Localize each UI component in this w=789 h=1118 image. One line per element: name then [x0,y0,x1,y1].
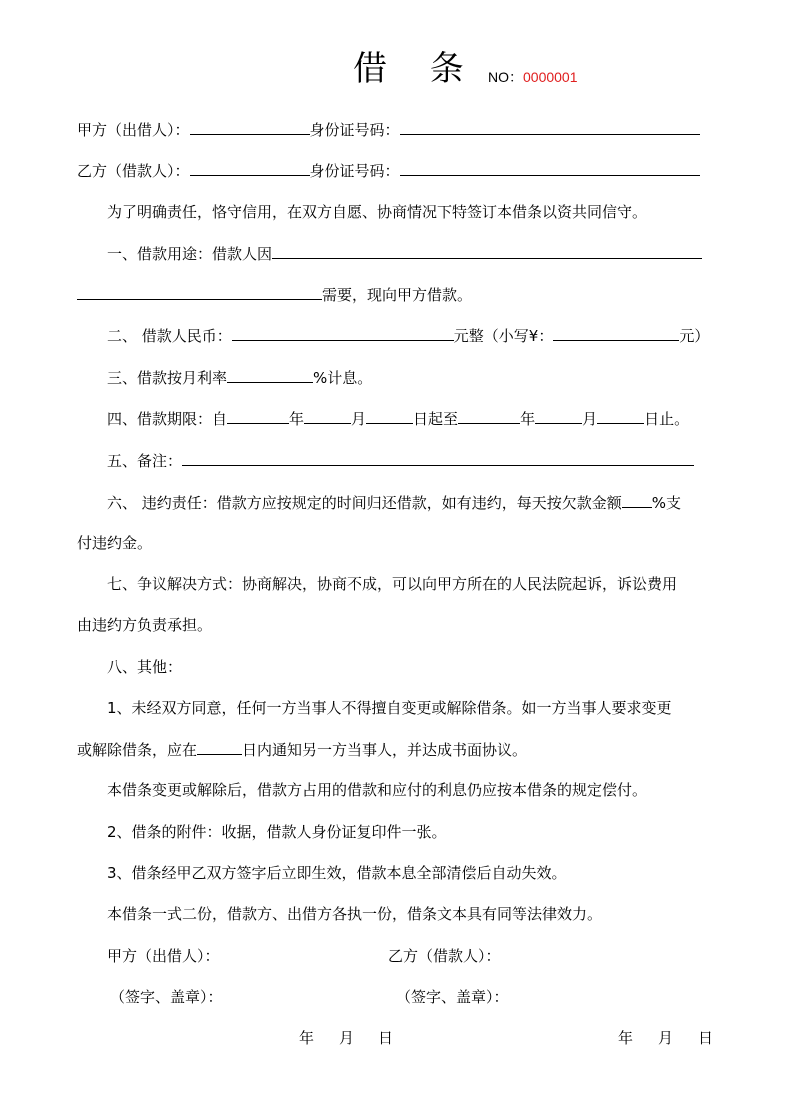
start-month-field[interactable] [304,406,351,424]
clause-7-line-2: 由违约方负责承担。 [77,616,213,634]
clause-4-prefix: 四、借款期限：自 [107,410,228,428]
clause-8-1-line-2 [77,737,717,762]
lender-id-label: 身份证号码： [309,121,400,139]
clause-1-suffix: 需要，现向甲方借款。 [322,286,473,304]
signature-borrower-sign: （签字、盖章）： [396,988,509,1006]
serial-number [488,67,578,87]
intro-paragraph: 为了明确责任，恪守信用，在双方自愿、协商情况下特签订本借条以资共同信守。 [107,203,648,221]
clause-8-2: 2、借条的附件：收据，借款人身份证复印件一张。 [107,823,447,841]
end-year-field[interactable] [458,406,520,424]
remarks-field[interactable] [182,448,694,466]
start-day-field[interactable] [366,406,413,424]
clause-1-prefix: 一、借款用途：借款人因 [107,245,273,263]
borrower-row [77,158,717,183]
serial-label: NO： [488,69,523,85]
clause-8-note: 本借条变更或解除后，借款方占用的借款和应付的利息仍应按本借条的规定偿付。 [107,781,648,799]
end-month-label: 月 [582,410,598,428]
penalty-rate-field[interactable] [622,490,652,508]
clause-3-suffix: %计息。 [313,369,373,387]
clause-6-line-1 [107,490,717,515]
clause-2-suffix: 元） [679,327,710,345]
signature-lender-sign: （签字、盖章）： [110,988,223,1006]
clause-8-1-line-1: 1、未经双方同意，任何一方当事人不得擅自变更或解除借条。如一方当事人要求变更 [107,699,672,717]
interest-rate-field[interactable] [227,365,313,383]
start-month-label: 月 [351,410,367,428]
lender-date-month: 月 [339,1029,355,1047]
amount-number-field[interactable] [553,323,679,341]
lender-date-day: 日 [378,1029,394,1047]
clause-1-line-1 [107,241,717,266]
borrower-id-field[interactable] [400,158,700,176]
clause-8-1-prefix: 或解除借条，应在 [77,741,198,759]
end-day-label: 日止。 [644,410,690,428]
borrower-label: 乙方（借款人）： [77,162,190,180]
end-year-label: 年 [520,410,536,428]
clause-2 [107,323,717,348]
document-title: 借 条 [353,49,480,89]
lender-row [77,117,717,142]
clause-6-line-2: 付违约金。 [77,534,153,552]
clause-2-prefix: 二、 借款人民币： [107,327,232,345]
signature-borrower-label: 乙方（借款人）： [388,947,501,965]
lender-id-field[interactable] [400,117,700,135]
clause-6-suffix: %支 [651,494,682,512]
borrower-id-label: 身份证号码： [309,162,400,180]
clause-8-3: 3、借条经甲乙双方签字后立即生效，借款本息全部清偿后自动失效。 [107,864,567,882]
clause-8-1-suffix: 日内通知另一方当事人，并达成书面协议。 [242,741,528,759]
end-month-field[interactable] [535,406,582,424]
clause-4 [107,406,717,431]
clause-3-prefix: 三、借款按月利率 [107,369,228,387]
amount-words-field[interactable] [232,323,454,341]
clause-7-line-1: 七、争议解决方式：协商解决，协商不成，可以向甲方所在的人民法院起诉，诉讼费用 [107,575,678,593]
signature-lender-label: 甲方（出借人）： [107,947,220,965]
copies-clause: 本借条一式二份，借款方、出借方各执一份，借条文本具有同等法律效力。 [107,905,603,923]
lender-date-year: 年 [299,1029,315,1047]
lender-label: 甲方（出借人）： [77,121,190,139]
end-day-field[interactable] [597,406,644,424]
start-year-field[interactable] [227,406,289,424]
lender-name-field[interactable] [190,117,310,135]
clause-2-mid: 元整（小写¥： [453,327,554,345]
notice-days-field[interactable] [197,737,242,755]
clause-6-prefix: 六、 违约责任：借款方应按规定的时间归还借款，如有违约，每天按欠款金额 [107,494,622,512]
borrower-date-year: 年 [618,1029,634,1047]
start-year-label: 年 [289,410,305,428]
borrower-date-month: 月 [658,1029,674,1047]
clause-5 [107,448,717,473]
loan-purpose-field-2[interactable] [77,282,322,300]
start-day-label: 日起至 [413,410,459,428]
serial-value: 0000001 [523,69,578,85]
borrower-name-field[interactable] [190,158,310,176]
clause-8-heading: 八、其他： [107,658,183,676]
borrower-date-day: 日 [698,1029,714,1047]
loan-purpose-field[interactable] [272,241,702,259]
clause-3 [107,365,717,390]
clause-5-prefix: 五、备注： [107,452,183,470]
clause-1-line-2 [77,282,717,307]
